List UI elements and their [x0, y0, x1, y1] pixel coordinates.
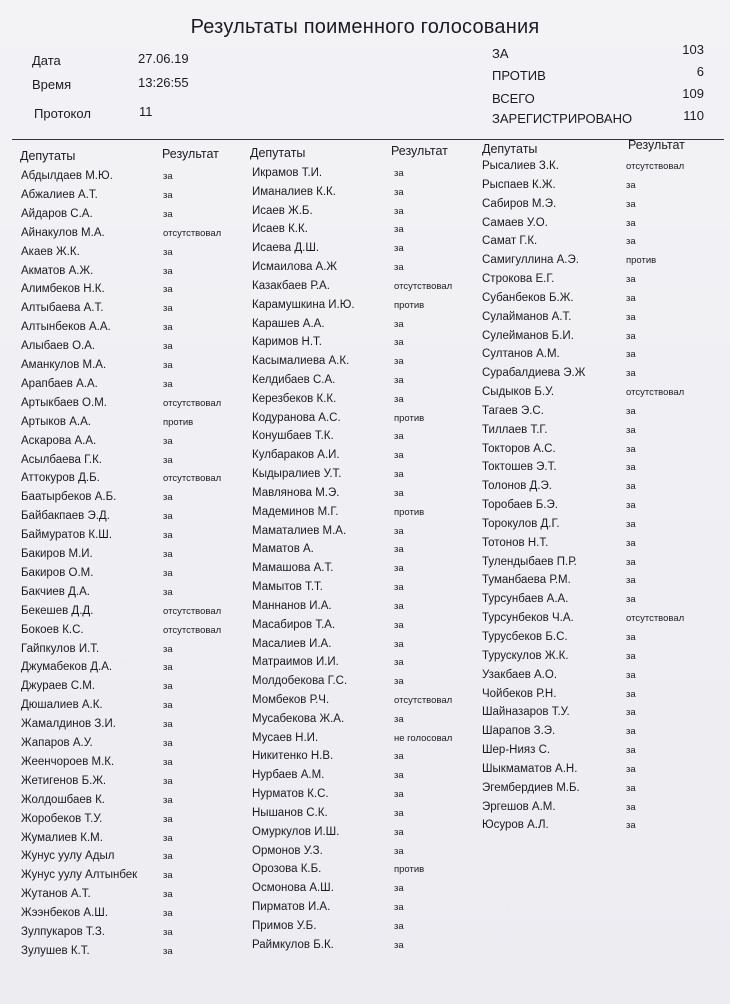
deputy-name: Мусаев Н.И.	[252, 731, 319, 744]
vote-result: за	[394, 582, 404, 594]
vote-result: за	[626, 632, 636, 643]
vote-result: за	[394, 563, 404, 575]
deputy-name: Мусабекова Ж.А.	[252, 712, 345, 725]
vote-result: за	[163, 492, 173, 504]
vote-result: за	[626, 688, 636, 700]
against-label: ПРОТИВ	[492, 68, 546, 83]
deputy-name: Момбеков Р.Ч.	[252, 693, 330, 706]
vote-result: за	[626, 707, 636, 719]
vote-result: за	[394, 657, 404, 669]
vote-result: за	[163, 889, 173, 901]
deputy-name: Жумалиев К.М.	[21, 831, 103, 844]
vote-result: против	[394, 506, 425, 518]
vote-result: за	[394, 318, 404, 330]
vote-result: за	[163, 681, 173, 693]
vote-result: за	[394, 807, 404, 819]
vote-result: за	[626, 594, 636, 606]
deputy-name: Шарапов З.Э.	[482, 725, 556, 738]
deputy-name: Мамашова А.Т.	[252, 562, 334, 575]
deputy-name: Жамалдинов З.И.	[21, 718, 116, 731]
deputy-name: Маматов А.	[252, 543, 314, 556]
vote-result: за	[394, 544, 404, 556]
vote-result: за	[626, 763, 636, 775]
deputy-name: Аттокуров Д.Б.	[21, 472, 100, 485]
vote-result: за	[626, 745, 636, 757]
deputy-name: Каримов Н.Т.	[252, 336, 322, 349]
deputy-name: Жетигенов Б.Ж.	[21, 774, 107, 787]
vote-result: за	[163, 927, 173, 938]
deputy-name: Икрамов Т.И.	[252, 167, 323, 179]
deputy-name: Молдобекова Г.С.	[252, 675, 348, 688]
deputy-name: Сабиров М.Э.	[482, 197, 557, 210]
deputy-name: Аманкулов М.А.	[21, 359, 107, 371]
vote-result: за	[394, 676, 404, 688]
for-label: ЗА	[492, 46, 509, 61]
deputy-name: Сурабалдиева Э.Ж	[482, 367, 586, 380]
vote-result: за	[163, 775, 173, 787]
vote-result: за	[163, 719, 173, 731]
deputy-name: Айнакулов М.А.	[21, 226, 105, 239]
deputy-name: Зулушев К.Т.	[21, 944, 90, 957]
vote-result: за	[163, 794, 173, 806]
deputy-name: Самат Г.К.	[482, 235, 538, 248]
deputy-name: Алтынбеков А.А.	[21, 321, 111, 334]
vote-result: за	[394, 920, 404, 932]
deputy-name: Жапаров А.У.	[21, 737, 93, 749]
deputy-name: Алтыбаева А.Т.	[21, 302, 104, 315]
deputy-name: Байбакпаев Э.Д.	[21, 510, 110, 523]
protocol-label: Протокол	[34, 106, 91, 121]
deputy-name: Шыкмаматов А.Н.	[482, 762, 578, 775]
vote-result: за	[163, 208, 173, 220]
for-value: 103	[682, 42, 704, 57]
vote-result: за	[163, 832, 173, 844]
vote-result: за	[394, 375, 404, 387]
vote-result: отсутствовал	[394, 694, 453, 706]
deputy-name: Нурбаев А.М.	[252, 769, 325, 782]
vote-result: за	[394, 487, 404, 499]
vote-result: против	[394, 299, 425, 311]
vote-result: за	[394, 205, 404, 217]
vote-result: против	[394, 412, 425, 424]
deputy-name: Дюшалиев А.К.	[21, 699, 103, 712]
vote-result: за	[626, 274, 636, 286]
col1-result-header: Результат	[162, 147, 219, 161]
vote-result: за	[626, 556, 636, 568]
vote-result: за	[394, 770, 404, 782]
vote-result: за	[626, 782, 636, 794]
deputy-name: Сулайманов А.Т.	[482, 310, 572, 323]
deputy-name: Осмонова А.Ш.	[252, 882, 334, 895]
deputy-name: Толонов Д.Э.	[482, 480, 552, 493]
vote-result: отсутствовал	[163, 624, 222, 636]
vote-result: за	[163, 341, 173, 353]
deputy-name: Конушбаев Т.К.	[252, 430, 334, 443]
vote-result: за	[163, 511, 173, 523]
deputy-name: Кулбараков А.И.	[252, 449, 340, 462]
deputy-name: Кыдыралиев У.Т.	[252, 468, 342, 481]
deputy-name: Керезбеков К.К.	[252, 392, 337, 405]
deputy-name: Джураев С.М.	[21, 680, 95, 693]
vote-result: за	[626, 462, 636, 474]
vote-result: за	[626, 405, 636, 417]
deputy-name: Исаев К.К.	[252, 223, 308, 236]
deputy-name: Артыков А.А.	[21, 415, 91, 428]
deputy-name: Аскарова А.А.	[21, 434, 97, 447]
col2-name-header: Депутаты	[250, 146, 306, 160]
deputy-name: Тотонов Н.Т.	[482, 536, 549, 549]
vote-result: за	[394, 883, 404, 895]
deputy-name: Торобаев Б.Э.	[482, 499, 558, 512]
vote-result: за	[163, 171, 173, 182]
vote-result: за	[626, 236, 636, 248]
col3-result-header: Результат	[628, 138, 685, 152]
vote-result: за	[163, 567, 173, 579]
vote-result: отсутствовал	[626, 387, 685, 399]
deputy-name: Пирматов И.А.	[252, 900, 331, 913]
vote-result: за	[626, 481, 636, 493]
vote-result: отсутствовал	[626, 613, 685, 625]
deputy-name: Жолдошбаев К.	[21, 793, 105, 806]
deputy-name: Карашев А.А.	[252, 317, 325, 330]
vote-result: за	[163, 284, 173, 296]
vote-result: отсутствовал	[394, 280, 453, 292]
deputy-name: Шайназаров Т.У.	[482, 706, 570, 719]
deputy-name: Маматалиев М.А.	[252, 524, 347, 537]
vote-result: за	[163, 246, 173, 258]
vote-result: за	[163, 435, 173, 447]
vote-result: за	[163, 189, 173, 201]
vote-result: за	[163, 870, 173, 882]
deputy-name: Абжалиев А.Т.	[21, 188, 98, 201]
vote-result: за	[163, 360, 173, 371]
deputy-name: Тиллаев Т.Г.	[482, 423, 548, 436]
deputy-name: Бокоев К.С.	[21, 623, 84, 636]
vote-result: за	[626, 726, 636, 738]
vote-result: против	[163, 416, 194, 428]
deputy-name: Зулпукаров Т.З.	[21, 926, 105, 938]
deputy-name: Сыдыков Б.У.	[482, 386, 555, 399]
deputy-name: Турсунбаев А.А.	[482, 593, 569, 606]
vote-result: за	[394, 337, 404, 349]
deputy-name: Жоробеков Т.У.	[21, 812, 103, 825]
vote-result: за	[626, 368, 636, 380]
vote-result: за	[626, 217, 636, 229]
deputy-name: Примов У.Б.	[252, 919, 317, 932]
vote-result: за	[626, 330, 636, 342]
vote-result: за	[626, 443, 636, 455]
deputy-name: Рысалиев З.К.	[482, 160, 559, 172]
deputy-name: Султанов А.М.	[482, 348, 560, 361]
deputy-name: Нурматов К.С.	[252, 788, 329, 801]
vote-result: за	[163, 738, 173, 749]
vote-result: за	[626, 179, 636, 191]
deputy-name: Юсуров А.Л.	[482, 819, 549, 832]
deputy-name: Матраимов И.И.	[252, 656, 339, 669]
vote-result: за	[626, 801, 636, 813]
vote-result: за	[394, 224, 404, 236]
deputy-name: Мамытов Т.Т.	[252, 581, 324, 594]
deputy-name: Бакиров М.И.	[21, 548, 93, 560]
vote-result: против	[626, 255, 657, 267]
vote-result: за	[394, 713, 404, 725]
vote-result: за	[626, 500, 636, 512]
deputy-name: Туманбаева Р.М.	[482, 574, 571, 587]
date-label: Дата	[32, 53, 61, 68]
col1-name-header: Депутаты	[20, 149, 76, 163]
vote-result: за	[626, 669, 636, 681]
deputy-name: Чойбеков Р.Н.	[482, 687, 557, 700]
vote-result: за	[163, 303, 173, 315]
vote-result: за	[626, 311, 636, 323]
col2-result-header: Результат	[391, 144, 448, 158]
vote-result: не голосовал	[394, 732, 453, 744]
vote-result: за	[163, 643, 173, 655]
deputy-name: Исаев Ж.Б.	[252, 204, 313, 217]
deputy-name: Масабиров Т.А.	[252, 618, 336, 631]
vote-result: за	[394, 638, 404, 650]
vote-result: за	[163, 265, 173, 277]
vote-result: за	[626, 198, 636, 210]
deputy-name: Омуркулов И.Ш.	[252, 825, 340, 838]
vote-result: за	[163, 322, 173, 334]
vote-result: за	[394, 751, 404, 763]
deputy-name: Баймуратов К.Ш.	[21, 529, 113, 542]
vote-result: за	[626, 575, 636, 587]
registered-label: ЗАРЕГИСТРИРОВАНО	[492, 111, 633, 126]
deputy-name: Мавлянова М.Э.	[252, 486, 340, 499]
deputy-name: Нышанов С.К.	[252, 806, 328, 819]
vote-result: за	[626, 820, 636, 832]
deputy-name: Асылбаева Г.К.	[21, 453, 102, 466]
deputy-name: Жеенчороев М.К.	[21, 755, 115, 768]
deputy-name: Узакбаев А.О.	[482, 668, 558, 681]
deputy-name: Масалиев И.А.	[252, 637, 332, 650]
deputy-name: Иманалиев К.К.	[252, 185, 336, 198]
vote-result: за	[394, 168, 404, 179]
vote-result: против	[394, 864, 425, 876]
deputy-name: Мадеминов М.Г.	[252, 505, 339, 518]
vote-result: за	[394, 901, 404, 913]
vote-result: за	[163, 662, 173, 674]
vote-result: за	[163, 945, 173, 957]
total-value: 109	[682, 86, 704, 101]
vote-result: за	[394, 450, 404, 462]
deputy-name: Кодуранова А.С.	[252, 411, 341, 424]
deputy-name: Эгембердиев М.Б.	[482, 781, 580, 794]
vote-result: за	[394, 789, 404, 801]
deputy-name: Жутанов А.Т.	[21, 888, 91, 901]
vote-result: за	[626, 424, 636, 436]
vote-result: за	[394, 243, 404, 255]
vote-result: отсутствовал	[163, 227, 222, 239]
deputy-name: Абдылдаев М.Ю.	[21, 170, 113, 182]
deputy-name: Баатырбеков А.Б.	[21, 491, 117, 504]
deputy-name: Тагаев Э.С.	[482, 404, 544, 417]
col3-name-header: Депутаты	[482, 142, 538, 156]
vote-result: за	[163, 454, 173, 466]
deputy-name: Раймкулов Б.К.	[252, 938, 334, 951]
vote-result: за	[163, 549, 173, 560]
vote-result: за	[163, 586, 173, 598]
vote-result: за	[163, 378, 173, 390]
deputy-name: Самигуллина А.Э.	[482, 254, 579, 267]
deputy-name: Джумабеков Д.А.	[21, 661, 113, 674]
time-label: Время	[32, 77, 72, 92]
registered-value: 110	[683, 108, 704, 123]
deputy-name: Акматов А.Ж.	[21, 264, 94, 277]
header-divider	[12, 139, 724, 140]
vote-result: отсутствовал	[163, 397, 222, 409]
deputy-name: Токтошев Э.Т.	[482, 461, 557, 474]
vote-result: за	[394, 845, 404, 857]
deputy-name: Алимбеков Н.К.	[21, 283, 105, 296]
deputy-name: Бекешев Д.Д.	[21, 604, 94, 617]
vote-result: за	[163, 851, 173, 863]
deputy-name: Ормонов У.З.	[252, 844, 323, 857]
vote-result: за	[626, 650, 636, 662]
deputy-name: Токторов А.С.	[482, 442, 556, 455]
vote-result: за	[163, 700, 173, 712]
vote-result: отсутствовал	[163, 605, 222, 617]
deputy-name: Турусбеков Б.С.	[482, 631, 568, 643]
vote-result: за	[394, 186, 404, 198]
deputy-name: Шер-Нияз С.	[482, 744, 551, 757]
protocol-value: 11	[139, 104, 153, 119]
deputy-name: Касымалиева А.К.	[252, 355, 350, 368]
vote-result: за	[163, 908, 173, 920]
deputy-name: Никитенко Н.В.	[252, 750, 334, 763]
vote-result: за	[394, 619, 404, 631]
date-value: 27.06.19	[138, 51, 189, 66]
vote-result: за	[394, 826, 404, 838]
deputy-name: Эргешов А.М.	[482, 800, 556, 813]
deputy-name: Строкова Е.Г.	[482, 273, 555, 286]
deputy-name: Арапбаев А.А.	[21, 377, 98, 390]
vote-result: за	[394, 469, 404, 481]
deputy-name: Карамушкина И.Ю.	[252, 298, 355, 311]
deputy-name: Тулендыбаев П.Р.	[482, 555, 577, 568]
vote-result: за	[394, 356, 404, 368]
vote-result: за	[626, 292, 636, 304]
deputy-name: Рыспаев К.Ж.	[482, 178, 556, 191]
vote-result: за	[394, 939, 404, 951]
against-value: 6	[696, 64, 704, 79]
deputy-name: Артыкбаев О.М.	[21, 396, 107, 409]
deputy-name: Келдибаев С.А.	[252, 374, 336, 387]
page-title: Результаты поименного голосования	[190, 16, 540, 38]
deputy-name: Акаев Ж.К.	[21, 245, 80, 258]
vote-result: за	[626, 518, 636, 530]
deputy-name: Турускулов Ж.К.	[482, 649, 569, 662]
deputy-name: Исмаилова А.Ж	[252, 261, 338, 274]
vote-result: за	[394, 393, 404, 405]
deputy-name: Маннанов И.А.	[252, 599, 332, 612]
vote-result: за	[626, 349, 636, 361]
vote-result: за	[394, 262, 404, 274]
deputy-name: Жунус уулу Алтынбек	[21, 869, 138, 882]
vote-result: за	[163, 813, 173, 825]
deputy-name: Исаева Д.Ш.	[252, 242, 320, 255]
deputy-name: Субанбеков Б.Ж.	[482, 291, 574, 304]
vote-result: отсутствовал	[626, 161, 685, 172]
deputy-name: Жээнбеков А.Ш.	[21, 907, 109, 920]
deputy-name: Сулейманов Б.И.	[482, 329, 574, 342]
total-label: ВСЕГО	[492, 91, 535, 106]
deputy-name: Гайпкулов И.Т.	[21, 642, 100, 655]
deputy-name: Самаев У.О.	[482, 216, 548, 229]
deputy-name: Жунус уулу Адыл	[21, 850, 115, 863]
deputy-name: Турсунбеков Ч.А.	[482, 612, 574, 625]
deputy-name: Торокулов Д.Г.	[482, 517, 560, 530]
vote-result: за	[394, 600, 404, 612]
vote-result: отсутствовал	[163, 473, 222, 485]
vote-result: за	[394, 431, 404, 443]
vote-result: за	[626, 537, 636, 549]
deputy-name: Алыбаев О.А.	[21, 340, 96, 353]
deputy-name: Орозова К.Б.	[252, 863, 322, 876]
vote-result: за	[163, 756, 173, 768]
deputy-name: Айдаров С.А.	[21, 207, 93, 220]
deputy-name: Казакбаев Р.А.	[252, 279, 330, 292]
deputy-name: Бакчиев Д.А.	[21, 585, 90, 598]
vote-result: за	[163, 530, 173, 542]
time-value: 13:26:55	[138, 75, 189, 90]
vote-result: за	[394, 525, 404, 537]
deputy-name: Бакиров О.М.	[21, 566, 94, 579]
